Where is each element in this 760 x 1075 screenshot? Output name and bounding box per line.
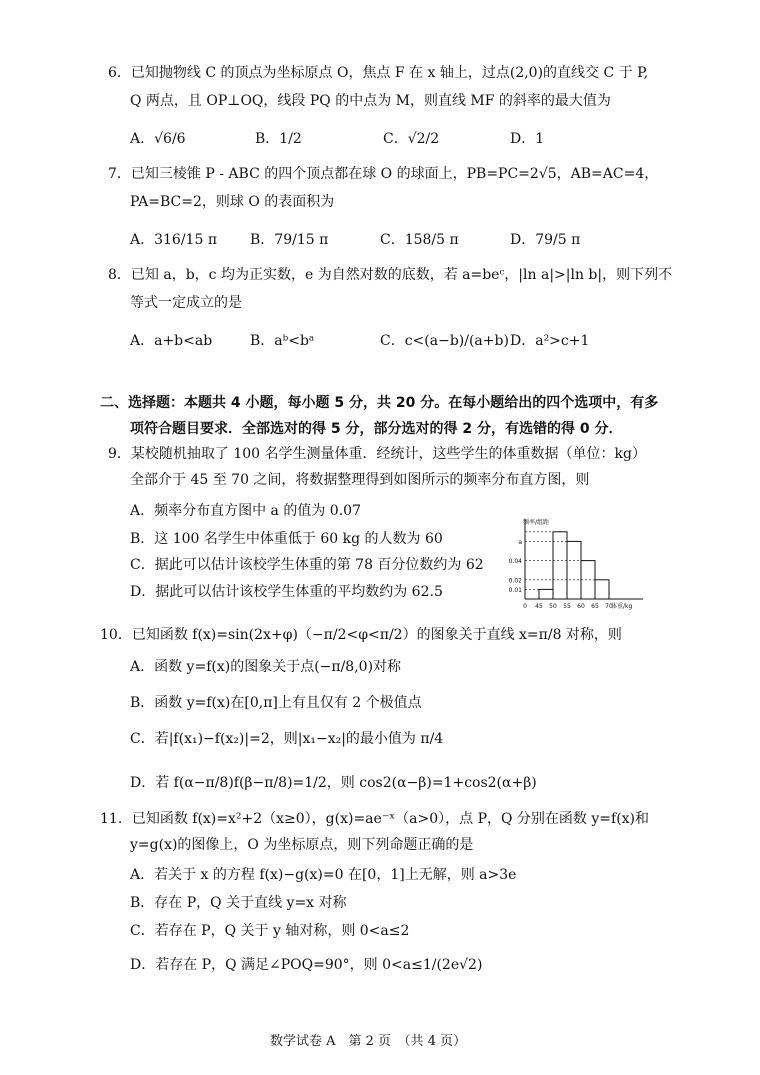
q6-line1: 6．已知抛物线 C 的顶点为坐标原点 O，焦点 F 在 x 轴上，过点(2,0)的直线交 C 于 P,: [108, 65, 649, 81]
histogram-bar: [581, 561, 595, 599]
x-tick-label: 0: [523, 603, 527, 610]
q8-option-c: C．c<(a−b)/(a+b): [380, 333, 509, 349]
q11-line2: y=g(x)的图像上，O 为坐标原点，则下列命题正确的是: [130, 837, 474, 853]
q9-line1: 9．某校随机抽取了 100 名学生测量体重．经统计，这些学生的体重数据（单位：kg）: [108, 446, 646, 462]
q10-option-a: A．函数 y=f(x)的图象关于点(−π/8,0)对称: [130, 659, 402, 675]
q11-option-a: A．若关于 x 的方程 f(x)−g(x)=0 在[0，1]上无解，则 a>3e: [130, 867, 517, 883]
q7-line1: 7．已知三棱锥 P - ABC 的四个顶点都在球 O 的球面上，PB=PC=2√5，AB=AC=4，: [108, 166, 659, 182]
q8-option-b: B．aᵇ<bᵃ: [250, 333, 315, 349]
q10-option-c: C．若|f(x₁)−f(x₂)|=2，则|x₁−x₂|的最小值为 π/4: [130, 731, 444, 747]
x-tick-label: 65: [591, 603, 599, 610]
section2-heading-line2: 项符合题目要求．全部选对的得 5 分，部分选对的得 2 分，有选错的得 0 分．: [130, 421, 623, 437]
q10-option-d: D．若 f(α−π/8)f(β−π/8)=1/2，则 cos2(α−β)=1+cos2(α+β): [130, 775, 537, 791]
q8-line2: 等式一定成立的是: [130, 295, 242, 311]
q9-line2: 全部介于 45 至 70 之间，将数据整理得到如图所示的频率分布直方图，则: [130, 472, 590, 488]
q7-option-c: C．158/5 π: [380, 232, 459, 248]
q11-line1: 11．已知函数 f(x)=x²+2（x≥0），g(x)=ae⁻ˣ（a>0），点 P，Q 分别在函数 y=f(x)和: [100, 811, 650, 827]
histogram-bar: [553, 532, 567, 599]
x-tick-label: 50: [549, 603, 557, 610]
q9-option-a: A．频率分布直方图中 a 的值为 0.07: [130, 503, 361, 519]
histogram-chart: [505, 515, 655, 615]
q6-line2: Q 两点，且 OP⊥OQ，线段 PQ 的中点为 M，则直线 MF 的斜率的最大值为: [130, 93, 611, 109]
q7-option-b: B．79/15 π: [250, 232, 329, 248]
histogram-bar: [567, 541, 581, 599]
y-tick-label: a: [518, 538, 522, 546]
page-footer: 数学试卷 A 第 2 页 （共 4 页）: [270, 1034, 467, 1049]
q11-option-c: C．若存在 P，Q 关于 y 轴对称，则 0<a≤2: [130, 923, 410, 939]
x-tick-label: 60: [577, 603, 585, 610]
section2-heading-line1: 二、选择题：本题共 4 小题，每小题 5 分，共 20 分。在每小题给出的四个选项中，有多: [100, 395, 659, 411]
q11-option-b: B．存在 P，Q 关于直线 y=x 对称: [130, 895, 347, 911]
q6-option-b: B．1/2: [255, 131, 302, 147]
q9-option-d: D．据此可以估计该校学生体重的平均数约为 62.5: [130, 584, 443, 600]
q10-option-b: B．函数 y=f(x)在[0,π]上有且仅有 2 个极值点: [130, 695, 422, 711]
y-axis-label: 频率/组距: [523, 519, 550, 526]
q8-option-d: D．a²>c+1: [510, 333, 590, 349]
x-axis-label: 体重/kg: [611, 603, 633, 610]
y-tick-label: 0.02: [508, 577, 522, 585]
q6-option-d: D．1: [510, 131, 545, 147]
x-tick-label: 45: [535, 603, 543, 610]
q9-option-b: B．这 100 名学生中体重低于 60 kg 的人数为 60: [130, 531, 443, 547]
x-tick-label: 55: [563, 603, 571, 610]
q7-line2: PA=BC=2，则球 O 的表面积为: [130, 194, 335, 210]
x-tick-label: 70: [605, 603, 613, 610]
y-tick-label: 0.04: [508, 558, 522, 566]
histogram-bar: [595, 580, 609, 599]
q7-option-a: A．316/15 π: [130, 232, 218, 248]
q6-option-a: A．√6/6: [130, 131, 186, 147]
q8-line1: 8．已知 a，b，c 均为正实数，e 为自然对数的底数，若 a=beᶜ，|ln a|>|ln b|，则下列不: [108, 267, 673, 283]
q8-option-a: A．a+b<ab: [130, 333, 213, 349]
q9-option-c: C．据此可以估计该校学生体重的第 78 百分位数约为 62: [130, 557, 484, 573]
q11-option-d: D．若存在 P，Q 满足∠POQ=90°，则 0<a≤1/(2e√2): [130, 957, 483, 973]
q10-line1: 10．已知函数 f(x)=sin(2x+φ)（−π/2<φ<π/2）的图象关于直线 x=π/8 对称，则: [100, 627, 622, 643]
y-tick-label: 0.01: [508, 586, 522, 594]
q6-option-c: C．√2/2: [383, 131, 440, 147]
q7-option-d: D．79/5 π: [510, 232, 581, 248]
histogram-bar: [539, 589, 553, 599]
